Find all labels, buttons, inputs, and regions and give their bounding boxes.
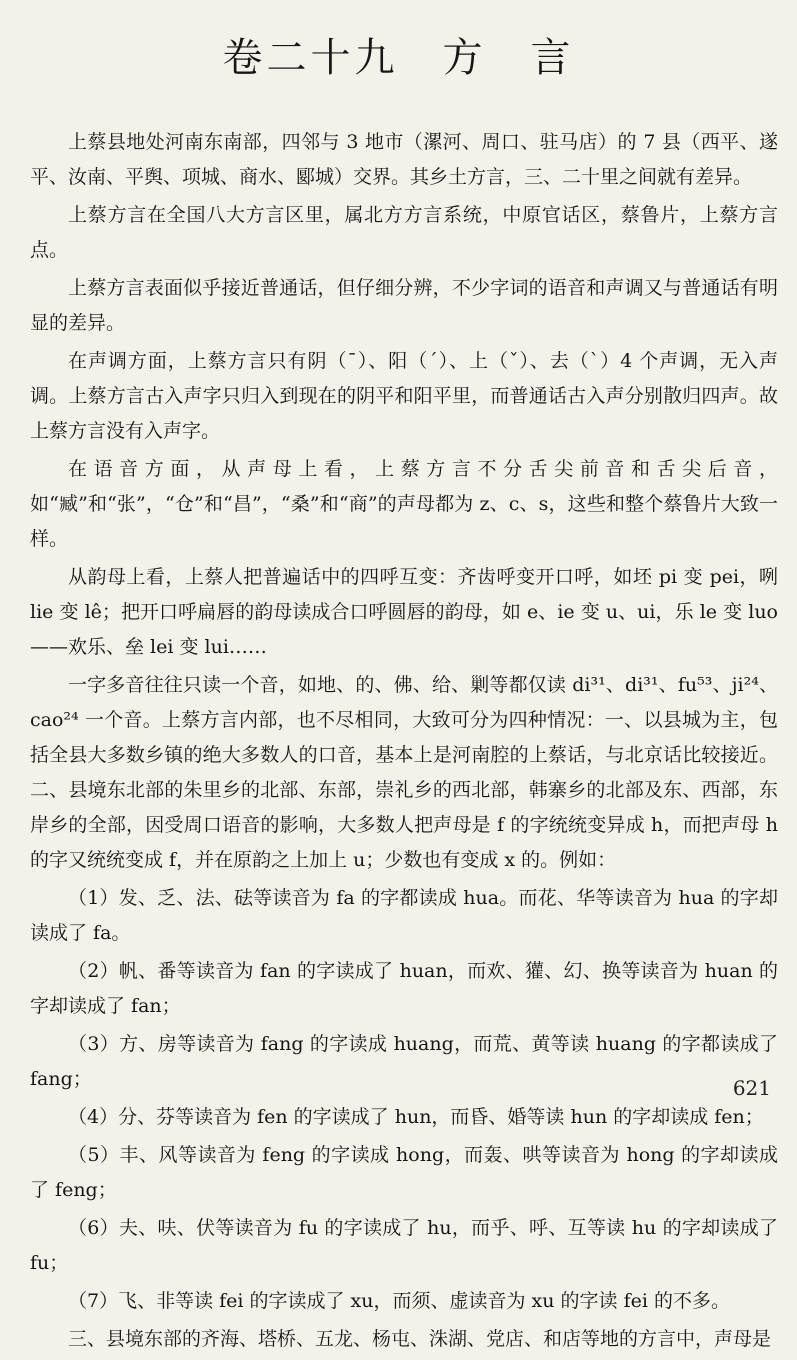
paragraph: 从韵母上看，上蔡人把普遍话中的四呼互变：齐齿呼变开口呼，如坯 pi 变 pei，咧 lie 变 lê；把开口呼扁唇的韵母读成合口呼圆唇的韵母，如 e、ie 变 u、ui，乐 le 变 luo——欢乐、垒 lei 变 lui…… bbox=[30, 566, 778, 658]
paragraph: 上蔡方言在全国八大方言区里，属北方方言系统，中原官话区，蔡鲁片，上蔡方言点。 bbox=[30, 204, 778, 261]
paragraph: 一字多音往往只读一个音，如地、的、佛、给、剿等都仅读 di³¹、di³¹、fu⁵³、ji²⁴、cao²⁴ 一个音。上蔡方言内部，也不尽相同，大致可分为四种情况：一、以县城为主，包括全县大多数乡镇的绝大多数人的口音，基本上是河南腔的上蔡话，与北京话比较接近。二、县境东北部的朱里乡的北部、东部，崇礼乡的西北部，韩寨乡的北部及东、西部，东岸乡的全部，因受周口语音的影响，大多数人把声母是 f 的字统统变异成 h，而把声母 h 的字又统统变成 f，并在原韵之上加上 u；少数也有变成 x 的。例如： bbox=[30, 674, 778, 871]
paragraph: 在声调方面，上蔡方言只有阴（ˉ）、阳（ˊ）、上（ˇ）、去（ˋ）4 个声调，无入声调。上蔡方言古入声字只归入到现在的阴平和阳平里，而普通话古入声分别散归四声。故上蔡方言没有入声字。 bbox=[30, 350, 778, 442]
paragraph: 三、县境东部的齐海、塔桥、五龙、杨屯、洙湖、党店、和店等地的方言中，声母是 bbox=[68, 1328, 772, 1350]
body-text bbox=[30, 125, 778, 1360]
list-item: （1）发、乏、法、砝等读音为 fa 的字都读成 hua。而花、华等读音为 hua 的字却读成了 fa。 bbox=[30, 887, 778, 944]
page-number: 621 bbox=[732, 1076, 771, 1100]
list-item: （4）分、芬等读音为 fen 的字读成了 hun，而昏、婚等读 hun 的字却读成 fen； bbox=[68, 1106, 764, 1128]
list-item: （3）方、房等读音为 fang 的字读成 huang，而荒、黄等读 huang 的字都读成了 fang； bbox=[30, 1033, 778, 1090]
list-item: （7）飞、非等读 fei 的字读成了 xu，而须、虚读音为 xu 的字读 fei 的不多。 bbox=[68, 1290, 730, 1312]
paragraph: 上蔡县地处河南东南部，四邻与 3 地市（漯河、周口、驻马店）的 7 县（西平、遂平、汝南、平舆、项城、商水、郾城）交界。其乡土方言，三、二十里之间就有差异。 bbox=[30, 131, 778, 188]
paragraph: 在语音方面，从声母上看，上蔡方言不分舌尖前音和舌尖后音，如“臧”和“张”，“仓”和“昌”，“桑”和“商”的声母都为 z、c、s，这些和整个蔡鲁片大致一样。 bbox=[30, 458, 778, 550]
list-item: （2）帆、番等读音为 fan 的字读成了 huan，而欢、獾、幻、换等读音为 huan 的字却读成了 fan； bbox=[30, 960, 778, 1017]
chapter-title: 卷二十九 方 言 bbox=[222, 35, 575, 81]
paragraph: 上蔡方言表面似乎接近普通话，但仔细分辨，不少字词的语音和声调又与普通话有明显的差异。 bbox=[30, 277, 778, 334]
list-item: （5）丰、风等读音为 feng 的字读成 hong，而轰、哄等读音为 hong 的字却读成了 feng； bbox=[30, 1144, 778, 1201]
list-item: （6）夫、呋、伏等读音为 fu 的字读成了 hu，而乎、呼、互等读 hu 的字却读成了 fu； bbox=[30, 1217, 778, 1274]
